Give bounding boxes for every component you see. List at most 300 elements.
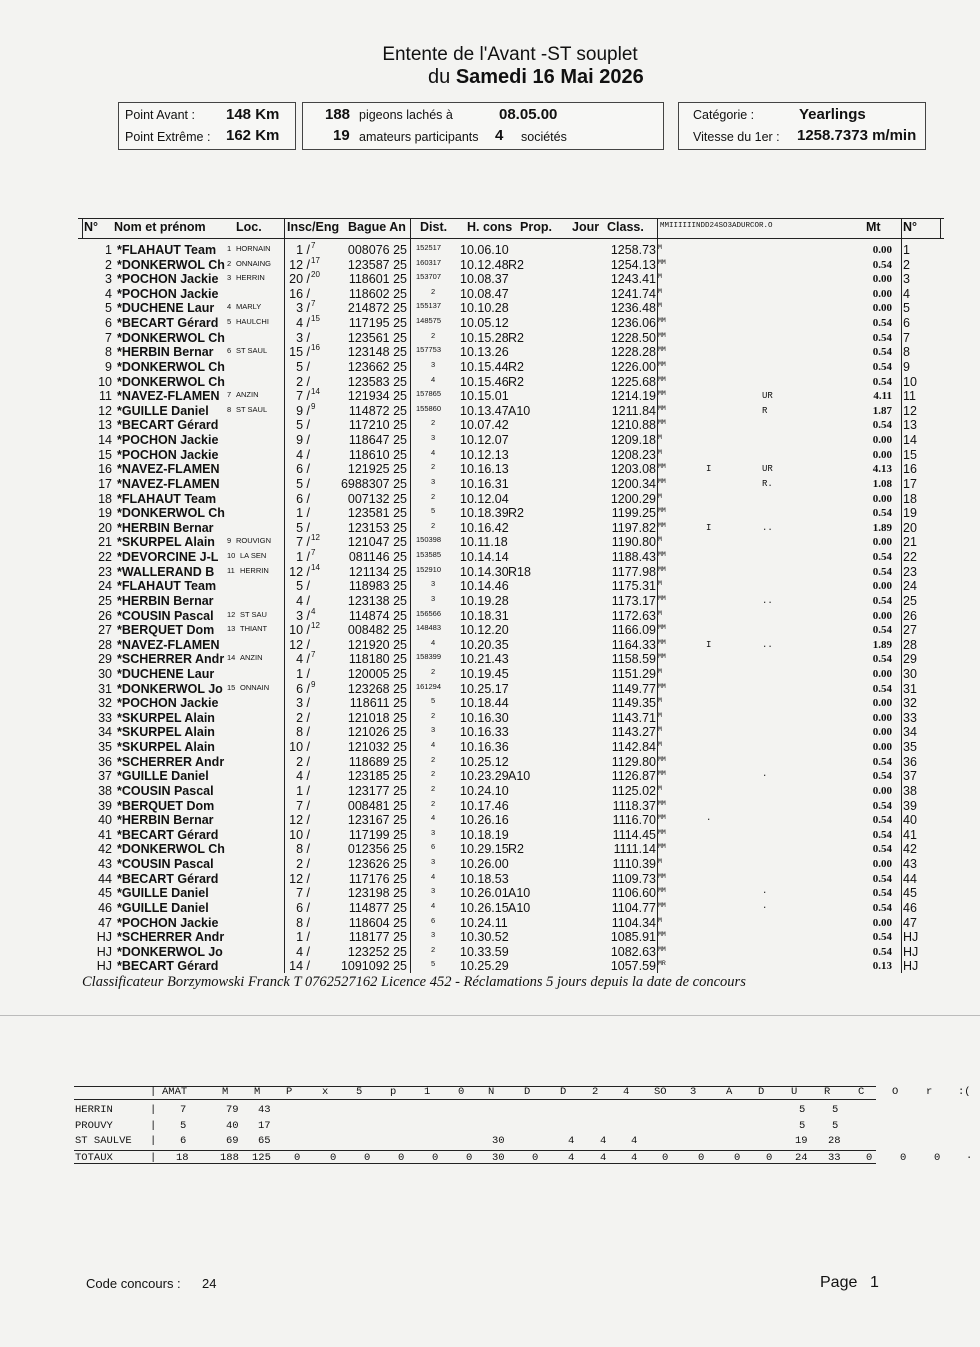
row-dist: 3	[431, 857, 436, 867]
stats-row-label: PROUVY	[75, 1119, 113, 1132]
row-dist: 160317	[416, 257, 442, 267]
row-loc-number: 11	[227, 565, 235, 575]
row-hcons: 10.30.52	[460, 930, 509, 945]
row-name: *COUSIN Pascal	[117, 857, 214, 872]
row-eng: 14	[311, 387, 320, 397]
row-number: 43	[98, 857, 112, 872]
row-number: 6	[105, 316, 112, 331]
stats-col-header: p	[390, 1086, 397, 1098]
row-number-right: 21	[903, 535, 917, 550]
stats-col-header: U	[791, 1086, 798, 1098]
row-marks: M	[658, 536, 662, 544]
row-number-right: 6	[903, 316, 910, 331]
row-number: 20	[98, 520, 112, 535]
row-number: 38	[98, 783, 112, 798]
row-insc: 1 /	[296, 550, 310, 565]
row-name: *COUSIN Pascal	[117, 608, 214, 623]
table-row	[0, 535, 980, 550]
row-vitesse: 1143.27	[611, 725, 656, 740]
table-row	[0, 679, 980, 697]
row-vitesse: 1109.73	[611, 871, 656, 886]
stats-cell: 40	[226, 1119, 239, 1132]
table-row	[0, 316, 980, 331]
row-name: *SCHERRER Andr	[117, 754, 225, 769]
row-number-right: 5	[903, 301, 910, 316]
row-number: 25	[98, 593, 112, 608]
row-number: 9	[105, 359, 112, 374]
row-vitesse: 1208.23	[610, 447, 656, 462]
row-number: 45	[98, 886, 112, 901]
row-code-2: ..	[762, 639, 773, 650]
stats-cell: 43	[258, 1104, 271, 1116]
row-name: *FLAHAUT Team	[117, 579, 217, 594]
stats-cell: 4	[631, 1135, 638, 1147]
row-vitesse: 1200.29	[610, 491, 656, 506]
row-dist: 6	[431, 842, 436, 852]
row-bague: 121032 25	[347, 740, 407, 755]
row-loc-number: 15	[227, 682, 236, 692]
row-marks: MM	[658, 463, 666, 471]
table-row	[0, 579, 980, 594]
row-number-right: 2	[903, 257, 910, 272]
row-bague: 121018 25	[347, 710, 407, 725]
stats-row-sep: |	[150, 1119, 157, 1132]
row-number: 29	[98, 652, 112, 667]
col-header-loc: Loc.	[236, 220, 262, 234]
row-prop: A10	[508, 769, 531, 784]
row-vitesse: 1210.88	[610, 418, 656, 433]
row-mt: 0.54	[872, 901, 892, 914]
col-header-hcons: H. cons	[467, 220, 513, 234]
row-code-2: R.	[762, 478, 773, 489]
societes-count: 4	[495, 127, 504, 144]
row-mt: 0.00	[872, 784, 892, 797]
row-marks: MM	[658, 331, 666, 339]
row-prop: R2	[508, 842, 524, 857]
row-name: *COUSIN Pascal	[117, 783, 214, 798]
row-vitesse: 1214.19	[610, 389, 656, 404]
row-hcons: 10.25.29	[460, 959, 509, 974]
stats-col-header: C	[858, 1086, 865, 1098]
stats-col-header: :(	[958, 1086, 971, 1098]
col-header-no2: N°	[903, 220, 918, 234]
row-hcons: 10.24.10	[460, 783, 509, 798]
stats-col-header: N	[488, 1086, 495, 1098]
row-mt: 0.00	[872, 448, 892, 461]
table-row	[0, 448, 980, 463]
row-prop: A10	[508, 900, 531, 915]
stats-cell: 19	[795, 1135, 808, 1147]
table-row	[0, 886, 980, 901]
row-dist: 2	[431, 491, 436, 501]
row-hcons: 10.25.17	[460, 681, 509, 696]
stats-col-header: 4	[623, 1086, 630, 1098]
row-dist: 4	[431, 813, 436, 823]
row-number: 33	[98, 710, 112, 725]
row-number: 42	[98, 842, 112, 857]
table-row	[0, 255, 980, 273]
table-row	[0, 857, 980, 872]
row-bague: 121934 25	[347, 389, 407, 404]
section-separator	[0, 1015, 980, 1016]
row-vitesse: 1114.45	[612, 827, 656, 842]
row-mt: 0.54	[872, 594, 892, 607]
stats-cell: 5	[832, 1104, 839, 1116]
row-name: *NAVEZ-FLAMEN	[117, 389, 220, 404]
row-number-right: 16	[903, 462, 917, 477]
row-number: 31	[98, 681, 112, 696]
row-insc: 4 /	[296, 316, 310, 331]
row-hcons: 10.12.07	[460, 433, 509, 448]
row-dist: 3	[431, 359, 436, 369]
stats-cell: 0	[432, 1151, 439, 1164]
row-number-right: 29	[903, 652, 917, 667]
row-dist: 5	[431, 506, 436, 516]
row-hcons: 10.26.01	[460, 886, 509, 901]
row-number-right: 37	[903, 769, 917, 784]
row-loc-number: 8	[227, 404, 232, 414]
row-dist: 5	[431, 959, 436, 969]
row-number: 46	[98, 900, 112, 915]
table-row	[0, 799, 980, 814]
row-number: HJ	[96, 959, 112, 974]
row-eng: 17	[311, 255, 320, 265]
row-mt: 0.54	[872, 346, 892, 359]
row-number-right: 46	[903, 900, 917, 915]
row-insc: 5 /	[296, 520, 310, 535]
table-row	[0, 638, 980, 653]
row-hcons: 10.26.00	[460, 857, 509, 872]
table-row	[0, 243, 980, 258]
row-number: 12	[98, 403, 112, 418]
row-number-right: 19	[903, 506, 917, 521]
row-bague: 123138 25	[347, 593, 407, 608]
row-dist: 3	[431, 930, 436, 940]
row-marks: MM	[658, 419, 666, 427]
row-vitesse: 1254.13	[610, 257, 656, 272]
row-insc: 10 /	[289, 623, 310, 638]
row-vitesse: 1175.31	[611, 579, 656, 594]
row-code-1: ·	[706, 815, 712, 826]
row-dist: 2	[431, 418, 436, 428]
stats-cell: 5	[799, 1119, 806, 1132]
row-insc: 8 /	[296, 915, 310, 930]
row-vitesse: 1209.18	[610, 433, 656, 448]
point-avant-value: 148 Km	[226, 106, 280, 123]
row-number-right: 44	[903, 871, 917, 886]
table-row	[0, 562, 980, 580]
row-loc-name: ANZIN	[236, 390, 259, 400]
row-vitesse: 1172.63	[611, 608, 656, 623]
row-dist: 4	[431, 871, 436, 881]
row-marks: MM	[658, 872, 666, 880]
row-loc-number: 2	[227, 258, 232, 268]
row-bague: 118177 25	[348, 930, 407, 945]
row-mt: 0.00	[872, 711, 892, 724]
table-row	[0, 360, 980, 375]
row-insc: 6 /	[296, 462, 310, 477]
stats-cell: 0	[766, 1151, 773, 1164]
row-bague: 008076 25	[347, 243, 407, 257]
row-number-right: 45	[903, 886, 917, 901]
stats-cell: 4	[568, 1151, 575, 1164]
row-number-right: 9	[903, 359, 910, 374]
row-name: *SKURPEL Alain	[117, 725, 215, 740]
row-vitesse: 1228.28	[610, 345, 656, 360]
row-vitesse: 1085.91	[610, 930, 656, 945]
row-name: *SKURPEL Alain	[117, 740, 215, 755]
row-number: 27	[98, 623, 112, 638]
row-bague: 008481 25	[347, 798, 407, 813]
row-hcons: 10.25.12	[460, 754, 509, 769]
row-name: *DONKERWOL Ch	[117, 842, 225, 857]
row-hcons: 10.29.15	[460, 842, 509, 857]
row-dist: 2	[431, 710, 436, 720]
row-mt: 1.89	[872, 521, 892, 534]
row-number-right: 12	[903, 403, 917, 418]
row-dist: 157865	[416, 389, 442, 399]
table-row	[0, 550, 980, 565]
row-prop: R2	[508, 359, 524, 374]
row-loc-number: 10	[227, 551, 236, 561]
amateurs-label: amateurs participants	[359, 130, 479, 144]
row-dist: 155137	[416, 301, 442, 311]
row-name: *POCHON Jackie	[117, 433, 219, 448]
row-bague: 123167 25	[347, 813, 407, 828]
table-row	[0, 272, 980, 287]
table-row	[0, 945, 980, 960]
row-vitesse: 1190.80	[611, 535, 656, 550]
row-hcons: 10.11.18	[460, 535, 508, 550]
row-bague: 007132 25	[347, 491, 407, 506]
row-prop: R2	[508, 506, 524, 521]
row-hcons: 10.17.46	[460, 798, 509, 813]
stats-row-sep: |	[150, 1135, 157, 1147]
row-bague: 123268 25	[347, 681, 407, 696]
row-bague: 123561 25	[347, 330, 407, 345]
row-eng: 12	[311, 621, 320, 631]
stats-col-header: 5	[356, 1086, 363, 1098]
stats-cell: 0	[662, 1151, 669, 1164]
row-marks: MM	[658, 317, 666, 325]
row-loc-name: LA SEN	[240, 551, 267, 561]
stats-cell: 188	[220, 1151, 239, 1164]
row-eng: 16	[311, 343, 320, 353]
stats-header-sep: |	[150, 1086, 157, 1098]
row-dist: 148483	[416, 623, 442, 633]
stats-cell: 0	[866, 1151, 873, 1164]
row-insc: 9 /	[296, 433, 310, 448]
table-row	[0, 477, 980, 492]
row-vitesse: 1243.41	[610, 272, 656, 287]
row-insc: 8 /	[296, 842, 310, 857]
row-vitesse: 1151.29	[611, 666, 656, 681]
row-marks: MM	[658, 843, 666, 851]
stats-cell: 4	[568, 1135, 575, 1147]
row-mt: 4.13	[872, 463, 892, 476]
row-hcons: 10.18.19	[460, 827, 509, 842]
col-header-codes: MMIIIIIINDD24SO3ADURCOR.O	[660, 222, 773, 230]
row-name: *POCHON Jackie	[117, 696, 219, 711]
stats-cell: 6	[180, 1135, 187, 1147]
row-mt: 4.11	[873, 390, 892, 403]
row-bague: 123581 25	[347, 506, 407, 521]
row-dist: 3	[431, 725, 436, 735]
row-prop: A10	[508, 886, 531, 901]
row-marks: MM	[658, 346, 666, 354]
row-insc: 4 /	[296, 944, 310, 959]
vitesse-value: 1258.7373 m/min	[797, 127, 917, 144]
row-loc-number: 5	[227, 317, 232, 327]
row-hcons: 10.13.26	[460, 345, 509, 360]
row-code-2: ·	[762, 902, 768, 913]
row-hcons: 10.12.20	[460, 623, 509, 638]
row-hcons: 10.18.53	[460, 871, 509, 886]
row-marks: MM	[658, 828, 666, 836]
row-insc: 10 /	[289, 740, 310, 755]
row-vitesse: 1173.17	[611, 593, 656, 608]
row-mt: 1.87	[872, 404, 892, 417]
stats-cell: 28	[828, 1135, 841, 1147]
row-number-right: 4	[903, 286, 910, 301]
row-hcons: 10.19.45	[460, 666, 509, 681]
row-dist: 158399	[416, 652, 442, 662]
row-hcons: 10.16.31	[460, 476, 509, 491]
row-vitesse: 1116.70	[612, 813, 656, 828]
row-name: *DONKERWOL Ch	[117, 330, 225, 345]
row-marks: M	[658, 858, 662, 866]
row-loc-name: ONNAIN	[240, 682, 270, 692]
stats-cell: 79	[226, 1104, 239, 1116]
stats-cell: 0	[398, 1151, 405, 1164]
stats-row-sep: |	[150, 1104, 157, 1116]
row-number-right: 14	[903, 433, 917, 448]
row-eng: 14	[311, 562, 320, 572]
row-name: *HERBIN Bernar	[117, 593, 214, 608]
row-hcons: 10.06.10	[460, 243, 509, 257]
row-name: *WALLERAND B	[117, 564, 215, 579]
row-vitesse: 1199.25	[611, 506, 656, 521]
row-number-right: HJ	[903, 944, 919, 959]
row-vitesse: 1197.82	[611, 520, 656, 535]
stats-total-rule-bottom	[74, 1163, 876, 1164]
stats-cell: 5	[799, 1104, 806, 1116]
page-number: 1	[870, 1274, 879, 1291]
row-dist: 153707	[416, 272, 442, 282]
row-dist: 3	[431, 827, 436, 837]
row-number: HJ	[96, 944, 112, 959]
page-title: Entente de l'Avant -ST souplet	[382, 44, 638, 65]
row-loc-name: HERRIN	[240, 565, 269, 575]
row-number: 10	[98, 374, 112, 389]
row-number-right: 35	[903, 740, 917, 755]
row-marks: MM	[658, 375, 666, 383]
row-dist: 6	[431, 915, 436, 925]
row-number-right: 25	[903, 593, 917, 608]
date-prefix: du	[428, 66, 451, 88]
row-vitesse: 1125.02	[611, 783, 656, 798]
row-name: *DUCHENE Laur	[117, 301, 215, 316]
row-dist: 3	[431, 476, 436, 486]
row-marks: M	[658, 492, 662, 500]
row-marks: M	[658, 448, 662, 456]
row-number-right: 34	[903, 725, 917, 740]
row-loc-number: 1	[227, 244, 232, 253]
row-name: *GUILLE Daniel	[117, 886, 209, 901]
row-dist: 157753	[416, 345, 442, 355]
row-mt: 0.00	[872, 916, 892, 929]
point-avant-label: Point Avant :	[125, 108, 195, 122]
row-hcons: 10.13.47	[460, 403, 509, 418]
row-dist: 2	[431, 944, 436, 954]
row-vitesse: 1200.34	[610, 476, 656, 491]
row-loc-number: 14	[227, 653, 236, 663]
row-name: *DONKERWOL Ch	[117, 506, 225, 521]
row-bague: 117176 25	[348, 871, 407, 886]
row-bague: 214872 25	[347, 301, 407, 316]
row-number-right: 18	[903, 491, 917, 506]
row-hcons: 10.15.46	[460, 374, 509, 389]
row-name: *SKURPEL Alain	[117, 710, 215, 725]
row-dist: 3	[431, 433, 436, 443]
row-bague: 121920 25	[347, 637, 407, 652]
row-number: 4	[105, 286, 112, 301]
row-number: 15	[98, 447, 112, 462]
stats-row-sep: |	[150, 1151, 157, 1164]
row-number-right: 8	[903, 345, 910, 360]
row-mt: 0.54	[872, 799, 892, 812]
table-row	[0, 623, 980, 638]
row-number-right: HJ	[903, 959, 919, 974]
row-vitesse: 1203.08	[610, 462, 656, 477]
row-vitesse: 1236.06	[610, 316, 656, 331]
row-number: 47	[98, 915, 112, 930]
row-insc: 1 /	[296, 506, 310, 521]
row-marks: M	[658, 784, 662, 792]
table-row	[0, 740, 980, 755]
row-mt: 0.54	[872, 258, 892, 271]
row-mt: 0.54	[872, 843, 892, 856]
row-hcons: 10.15.01	[460, 389, 509, 404]
row-insc: 20 /	[289, 272, 310, 287]
row-number-right: 31	[903, 681, 917, 696]
row-insc: 2 /	[296, 710, 310, 725]
row-mt: 0.00	[872, 580, 892, 593]
row-insc: 1 /	[296, 666, 310, 681]
row-number: 30	[98, 666, 112, 681]
row-number: 23	[98, 564, 112, 579]
row-prop: R2	[508, 257, 524, 272]
row-dist: 4	[431, 900, 436, 910]
row-number: 24	[98, 579, 112, 594]
row-vitesse: 1104.77	[611, 900, 656, 915]
row-loc-name: ROUVIGN	[236, 536, 272, 546]
row-insc: 6 /	[296, 491, 310, 506]
stats-cell: 0	[734, 1151, 741, 1164]
row-number-right: 23	[903, 564, 917, 579]
row-insc: 9 /	[296, 403, 310, 418]
table-right-edge	[940, 218, 941, 238]
row-hcons: 10.16.30	[460, 710, 509, 725]
row-number-right: 3	[903, 272, 910, 287]
row-dist: 2	[431, 330, 436, 340]
row-dist: 2	[431, 783, 436, 793]
row-bague: 118604 25	[348, 915, 407, 930]
stats-cell: 0	[364, 1151, 371, 1164]
row-vitesse: 1166.09	[611, 623, 656, 638]
row-bague: 118602 25	[348, 286, 407, 301]
row-bague: 118647 25	[348, 433, 407, 448]
